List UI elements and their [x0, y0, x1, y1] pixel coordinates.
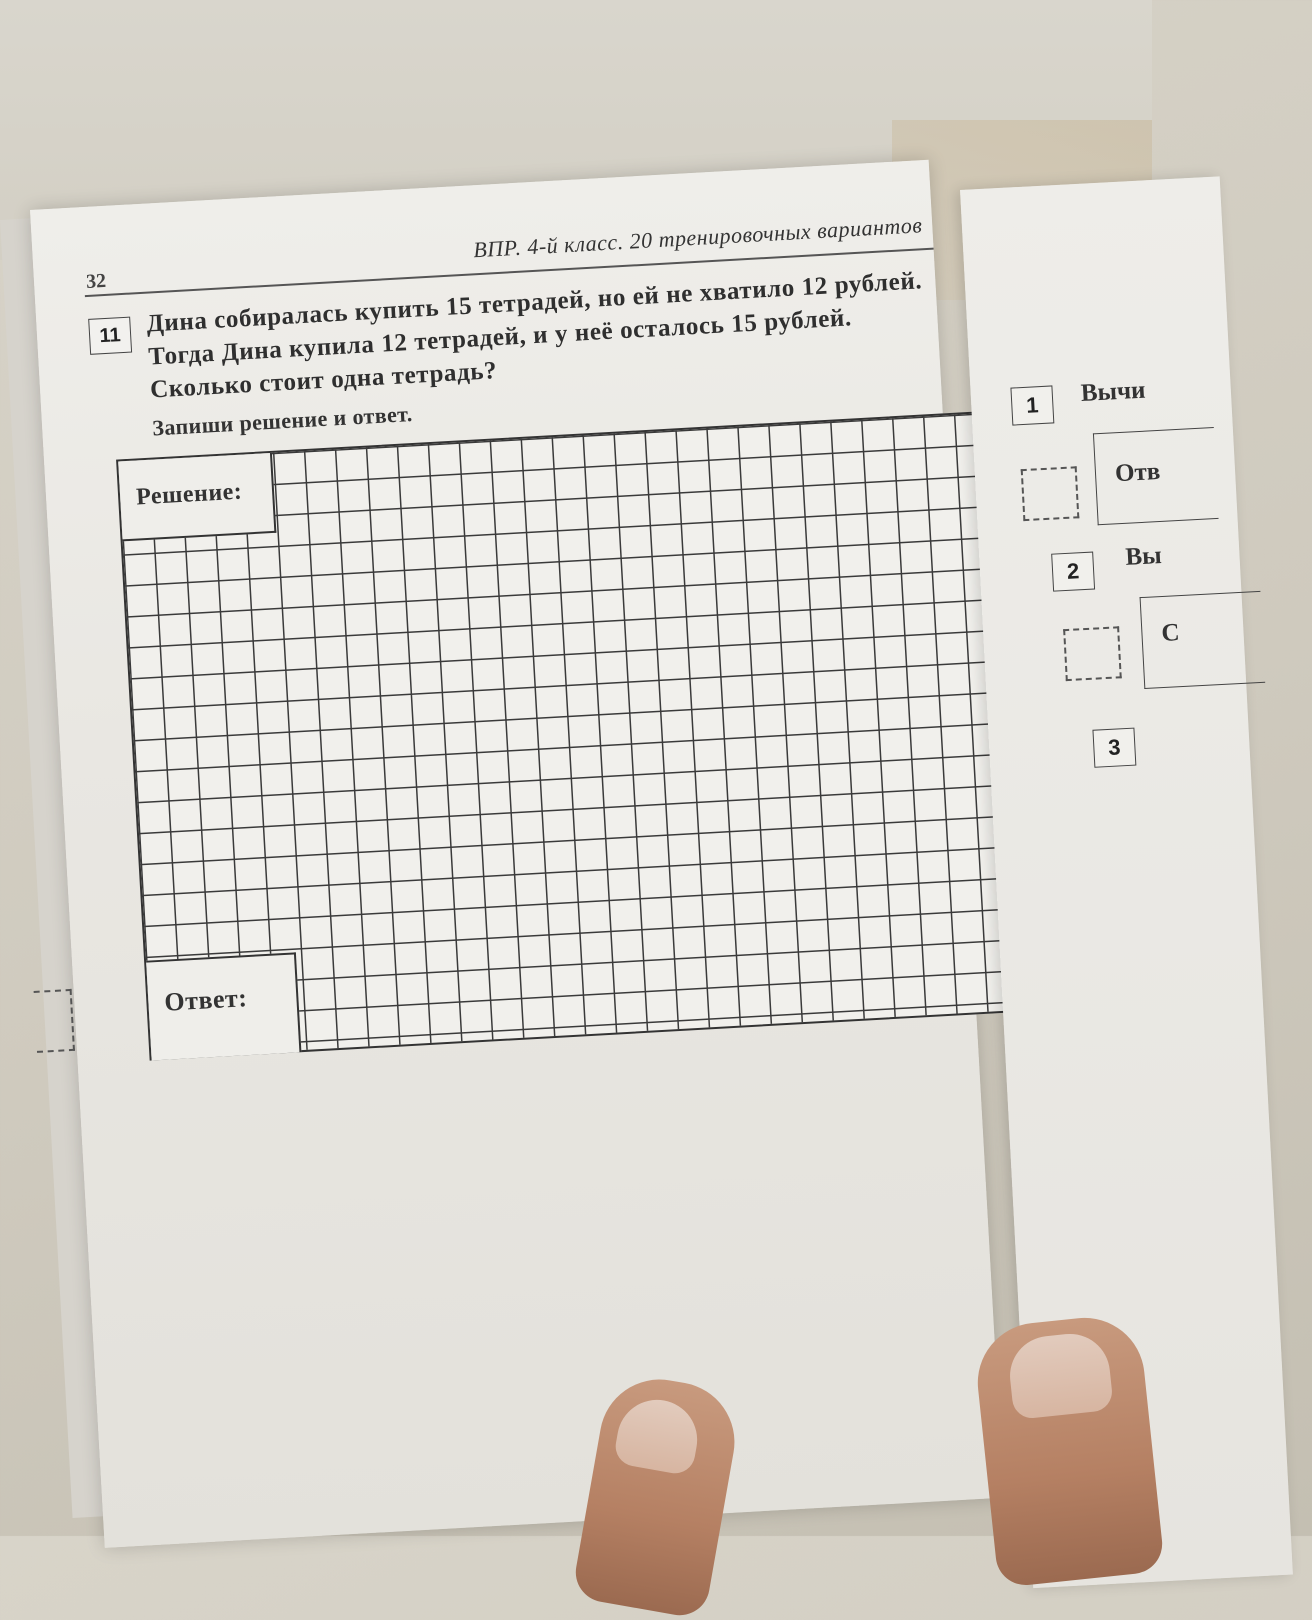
solution-label: Решение: [135, 478, 243, 511]
right-answer-label-1: Отв [1114, 457, 1161, 488]
task-number-box: 11 [88, 317, 132, 355]
right-task-number-3: 3 [1092, 728, 1136, 768]
task-instruction: Запиши решение и ответ. [151, 400, 414, 441]
right-answer-box-2 [1140, 591, 1266, 689]
answer-grid[interactable] [116, 411, 1012, 1060]
right-task-number-1: 1 [1010, 385, 1054, 425]
answer-label: Ответ: [163, 983, 249, 1017]
right-answer-label-2: С [1160, 619, 1181, 648]
right-score-box-1 [1021, 466, 1080, 521]
page-number: 32 [85, 269, 107, 293]
right-score-box-2 [1063, 626, 1122, 681]
right-task-text-1: Вычи [1080, 376, 1147, 407]
right-task-text-2: Вы [1124, 541, 1163, 571]
left-page [30, 160, 1003, 1548]
running-title: ВПР. 4-й класс. 20 тренировочных вариантов [472, 212, 923, 263]
right-task-number-2: 2 [1051, 552, 1095, 592]
score-box-dashed [34, 989, 75, 1053]
task-text: Дина собиралась купить 15 тетрадей, но ей не хватило 12 рублей. Тогда Дина купила 12 тетрадей, и у неё осталось 15 рублей. Сколько стоит одна тетрадь? [145, 267, 923, 404]
